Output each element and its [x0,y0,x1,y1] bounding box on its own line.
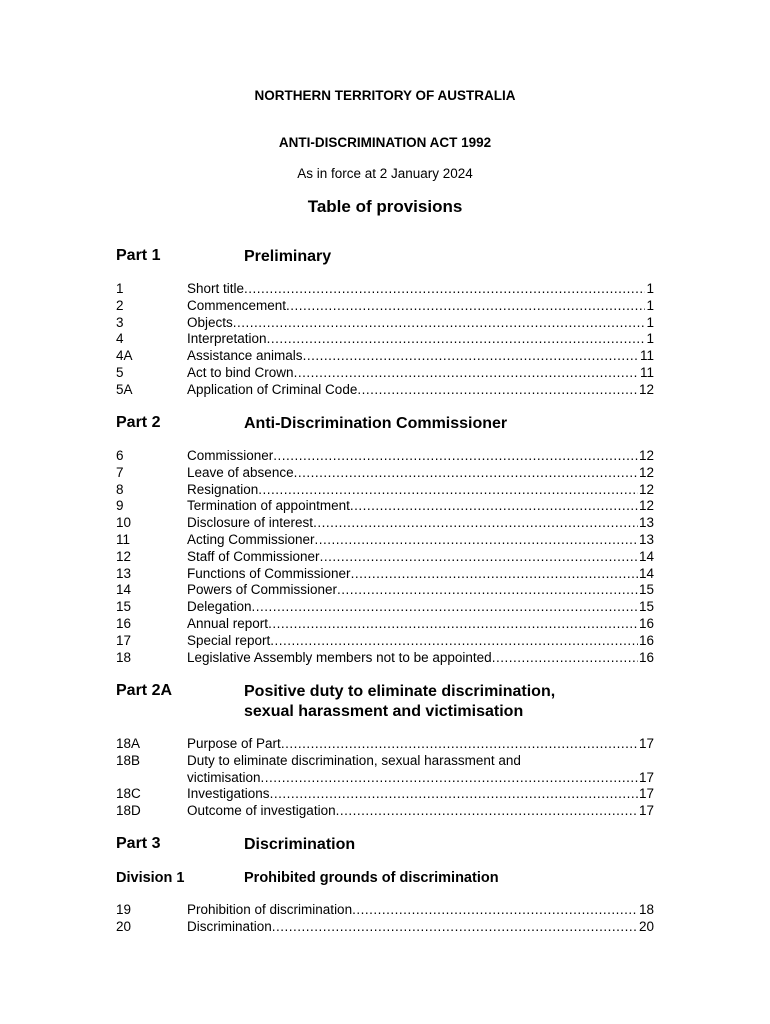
section-title: Legislative Assembly members not to be appointed [187,649,492,665]
toc-entry[interactable] [116,331,654,348]
toc-entry[interactable] [116,650,654,667]
leader-dots [270,786,638,803]
leader-dots [272,919,638,936]
leader-dots [337,582,638,599]
section-title: Special report [187,632,271,648]
jurisdiction-heading: NORTHERN TERRITORY OF AUSTRALIA [254,88,516,103]
leader-dots [261,770,638,787]
leader-dots [281,736,638,753]
page-number: 13 [638,531,654,547]
section-number: 2 [116,297,124,313]
toc-entry[interactable] [116,498,654,515]
section-title: Commissioner [187,448,274,463]
part-label: Part 1 [116,247,161,264]
act-title: ANTI-DISCRIMINATION ACT 1992 [278,135,492,150]
leader-dots [252,599,638,616]
section-title: Leave of absence [187,464,294,480]
toc-entry[interactable] [116,616,654,633]
division-label: Division 1 [116,870,185,886]
in-force-date: As in force at 2 January 2024 [297,166,473,181]
page-number: 11 [639,348,654,364]
part-label: Part 2A [116,682,173,699]
division-title: Prohibited grounds of discrimination [244,870,499,886]
part-2a-entries [116,736,654,820]
part-2-entries [116,448,654,666]
toc-entry[interactable] [116,448,654,465]
page-number: 17 [638,803,654,819]
toc-entry[interactable] [116,365,654,382]
section-number: 5A [116,381,133,397]
toc-entry[interactable] [116,753,654,787]
page-number: 1 [646,281,654,296]
page-number: 17 [638,786,654,802]
section-number: 18C [116,786,141,802]
toc-entry[interactable] [116,566,654,583]
toc-entry[interactable] [116,803,654,820]
leader-dots [286,298,645,315]
toc-entry[interactable] [116,281,654,298]
part-title: Anti-Discrimination Commissioner [244,415,508,432]
section-number: 4A [116,348,133,364]
section-title: Functions of Commissioner [187,565,351,581]
section-title: Staff of Commissioner [187,548,320,564]
section-title: Resignation [187,481,259,497]
section-title: Short title [187,281,245,296]
page-number: 1 [646,297,654,313]
page-number: 14 [638,565,654,581]
section-title-line-2: victimisation [187,769,261,785]
leader-dots [320,549,638,566]
leader-dots [258,482,638,499]
page-number: 17 [638,769,654,785]
section-title: Interpretation [187,331,267,347]
part-label: Part 2 [116,414,161,431]
section-number: 1 [116,281,124,296]
leader-dots [336,803,638,820]
page-number: 12 [638,464,654,480]
toc-entry[interactable] [116,736,654,753]
section-title: Termination of appointment [187,498,350,514]
section-number: 11 [116,531,131,547]
section-title: Act to bind Crown [187,364,294,380]
section-number: 12 [116,548,132,564]
toc-entry[interactable] [116,786,654,803]
toc-entry[interactable] [116,315,654,332]
toc-entry[interactable] [116,348,654,365]
section-number: 15 [116,599,132,615]
leader-dots [244,281,645,298]
section-number: 18D [116,803,141,819]
section-title: Discrimination [187,918,272,934]
leader-dots [233,315,646,332]
page-number: 16 [638,615,654,631]
section-title: Application of Criminal Code [187,381,358,397]
toc-entry[interactable] [116,633,654,650]
section-title: Annual report [187,615,269,631]
part-title: Discrimination [244,836,356,853]
section-title: Delegation [187,599,252,615]
section-title: Commencement [187,297,287,313]
part-title-line-2: sexual harassment and victimisation [244,703,524,720]
section-number: 18A [116,736,141,751]
leader-dots [270,633,638,650]
section-number: 3 [116,314,124,330]
part-title: Preliminary [244,248,332,265]
leader-dots [294,365,639,382]
page-number: 1 [646,314,654,330]
leader-dots [313,515,638,532]
part-title-line-1: Positive duty to eliminate discrimination, [244,683,556,700]
page-number: 1 [646,331,654,347]
leader-dots [303,348,639,365]
section-number: 6 [116,448,124,463]
section-number: 19 [116,902,132,917]
toc-title: Table of provisions [307,197,463,216]
toc-entry[interactable] [116,532,654,549]
page-number: 15 [638,599,654,615]
leader-dots [492,650,638,667]
division-1-entries [116,902,654,936]
toc-entry[interactable] [116,582,654,599]
leader-dots [294,465,638,482]
leader-dots [315,532,638,549]
leader-dots [357,382,638,399]
page-number: 11 [639,364,654,380]
page-number: 14 [638,548,654,564]
part-1-entries [116,281,654,399]
page-number: 20 [638,918,654,934]
section-number: 13 [116,565,132,581]
page-number: 16 [638,649,654,665]
page-number: 16 [638,632,654,648]
section-title: Investigations [187,786,270,802]
section-title: Disclosure of interest [187,515,314,531]
toc-entry[interactable] [116,465,654,482]
page-number: 17 [638,736,654,751]
section-number: 14 [116,582,132,598]
page-number: 12 [638,448,654,463]
toc-entry[interactable] [116,599,654,616]
section-title: Acting Commissioner [187,531,315,547]
section-title: Objects [187,314,233,330]
toc-entry[interactable] [116,919,654,936]
section-number: 17 [116,632,132,648]
part-title [244,682,644,722]
section-number: 5 [116,364,124,380]
leader-dots [352,902,638,919]
page-number: 13 [638,515,654,531]
section-number: 16 [116,615,132,631]
leader-dots [351,566,638,583]
section-number: 10 [116,515,132,531]
page-number: 18 [638,902,654,917]
toc-entry[interactable] [116,549,654,566]
leader-dots [267,331,646,348]
section-title: Powers of Commissioner [187,582,338,598]
page-number: 12 [638,481,654,497]
section-title: Purpose of Part [187,736,281,751]
section-title: Assistance animals [187,348,303,364]
section-title: Outcome of investigation [187,803,336,819]
leader-dots [350,498,638,515]
section-number: 8 [116,481,124,497]
toc-entry[interactable] [116,482,654,499]
toc-entry[interactable] [116,298,654,315]
section-number: 18B [116,752,141,768]
section-title-line-1: Duty to eliminate discrimination, sexual harassment and [187,752,521,768]
toc-entry[interactable] [116,515,654,532]
section-number: 4 [116,331,124,347]
toc-entry[interactable] [116,902,654,919]
leader-dots [268,616,638,633]
page-number: 12 [638,498,654,514]
leader-dots [273,448,638,465]
toc-entry[interactable] [116,382,654,399]
page-number: 12 [638,381,654,397]
section-number: 7 [116,464,124,480]
section-number: 20 [116,918,132,934]
section-number: 18 [116,649,132,665]
page-number: 15 [638,582,654,598]
part-label: Part 3 [116,835,161,852]
section-title: Prohibition of discrimination [187,902,353,917]
section-number: 9 [116,498,124,514]
